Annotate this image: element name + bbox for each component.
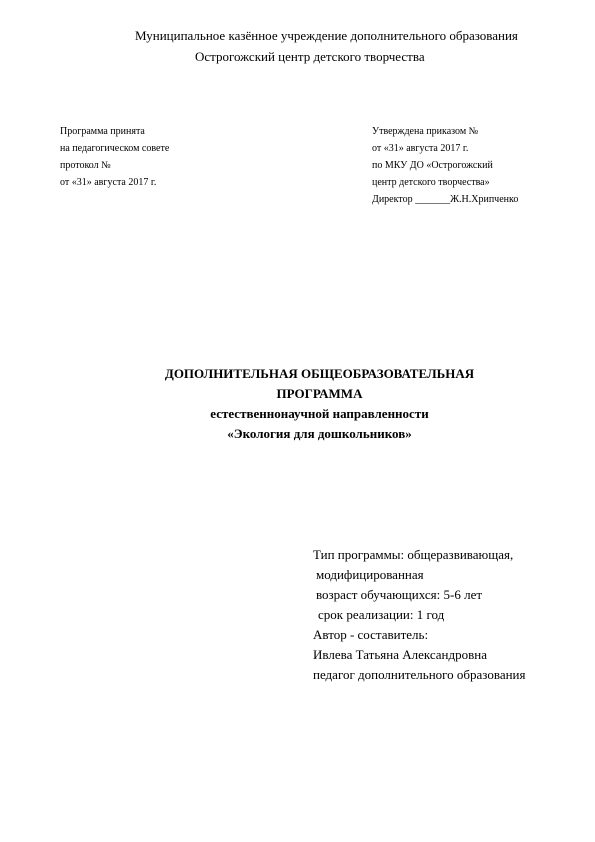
institution-name: Муниципальное казённое учреждение дополнительного образования — [135, 28, 518, 43]
right-block-line: от «31» августа 2017 г. — [372, 143, 469, 154]
program-info-line: срок реализации: 1 год — [318, 607, 445, 622]
program-info-line: Тип программы: общеразвивающая, — [313, 547, 514, 562]
right-block-line: по МКУ ДО «Острогожский — [372, 160, 493, 171]
program-info-line: модифицированная — [316, 567, 424, 582]
title-line-4: «Экология для дошкольников» — [227, 426, 412, 441]
program-info-line: Автор - составитель: — [313, 627, 429, 642]
title-line-1: ДОПОЛНИТЕЛЬНАЯ ОБЩЕОБРАЗОВАТЕЛЬНАЯ — [164, 366, 475, 381]
left-block-line: протокол № — [60, 160, 111, 171]
program-info-line: возраст обучающихся: 5-6 лет — [316, 587, 483, 602]
institution-subname: Острогожский центр детского творчества — [195, 49, 425, 64]
left-block-line: от «31» августа 2017 г. — [60, 177, 157, 188]
left-block-line: на педагогическом совете — [60, 143, 170, 154]
title-line-2: ПРОГРАММА — [276, 386, 363, 401]
title-line-3: естественнонаучной направленности — [210, 406, 429, 421]
right-block-line: Утверждена приказом № — [372, 126, 479, 137]
program-info-line: педагог дополнительного образования — [313, 667, 526, 682]
right-block-line: центр детского творчества» — [372, 177, 490, 188]
right-block-line: Директор _______Ж.Н.Хрипченко — [372, 194, 519, 205]
program-info-line: Ивлева Татьяна Александровна — [313, 647, 487, 662]
left-block-line: Программа принята — [60, 126, 145, 137]
